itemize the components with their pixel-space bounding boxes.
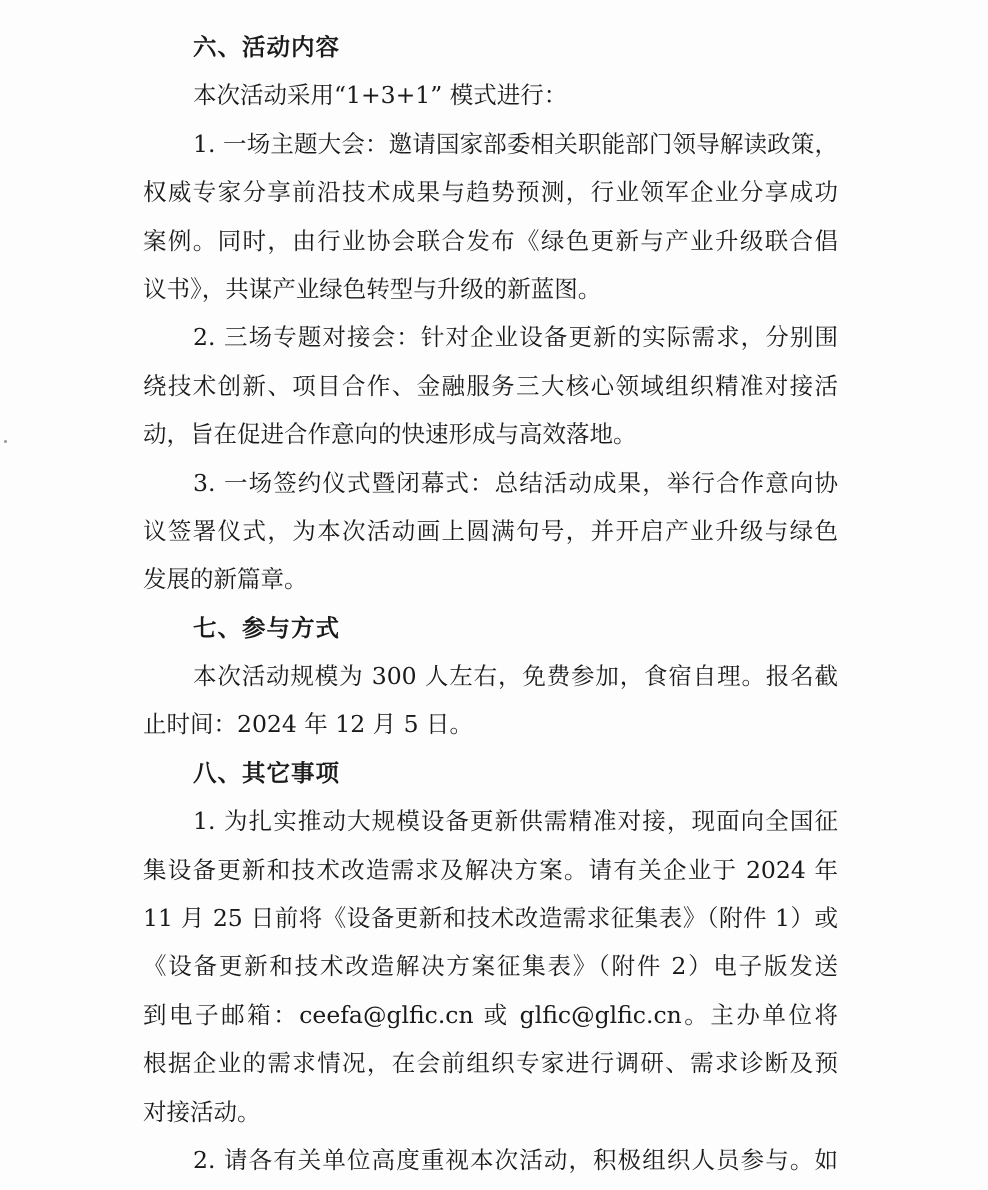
section-heading-other-matters: 八、其它事项 bbox=[193, 758, 340, 787]
paragraph-line: 3. 一场签约仪式暨闭幕式：总结活动成果，举行合作意向协 bbox=[193, 468, 838, 497]
section-heading-activity-content: 六、活动内容 bbox=[193, 33, 340, 61]
paragraph-line: 动，旨在促进合作意向的快速形成与高效落地。 bbox=[143, 420, 637, 449]
paragraph-line: 2. 请各有关单位高度重视本次活动，积极组织人员参与。如 bbox=[193, 1145, 838, 1174]
paragraph-line: 2. 三场专题对接会：针对企业设备更新的实际需求，分别围 bbox=[193, 323, 838, 352]
paragraph-line: 本次活动规模为 300 人左右，免费参加，食宿自理。报名截 bbox=[193, 662, 838, 691]
paragraph-line: 到电子邮箱：ceefa@glfic.cn 或 glfic@glfic.cn。主办单位将 bbox=[143, 1000, 838, 1029]
paragraph-line: 本次活动采用“1+3+1” 模式进行： bbox=[193, 81, 568, 110]
paragraph-line: 绕技术创新、项目合作、金融服务三大核心领域组织精准对接活 bbox=[143, 371, 838, 400]
section-heading-participation: 七、参与方式 bbox=[193, 613, 340, 642]
paragraph-line: 1. 为扎实推动大规模设备更新供需精准对接，现面向全国征 bbox=[193, 807, 838, 836]
scan-speck bbox=[4, 440, 7, 443]
paragraph-line: 案例。同时，由行业协会联合发布《绿色更新与产业升级联合倡 bbox=[143, 226, 838, 255]
paragraph-line: 11 月 25 日前将《设备更新和技术改造需求征集表》（附件 1）或 bbox=[143, 904, 838, 933]
paragraph-line: 1. 一场主题大会：邀请国家部委相关职能部门领导解读政策， bbox=[193, 129, 838, 158]
paragraph-line: 对接活动。 bbox=[143, 1097, 261, 1126]
paragraph-line: 止时间：2024 年 12 月 5 日。 bbox=[143, 710, 474, 739]
paragraph-line: 议签署仪式，为本次活动画上圆满句号，并开启产业升级与绿色 bbox=[143, 516, 838, 545]
paragraph-line: 根据企业的需求情况，在会前组织专家进行调研、需求诊断及预 bbox=[143, 1049, 838, 1078]
paragraph-line: 权威专家分享前沿技术成果与趋势预测，行业领军企业分享成功 bbox=[143, 178, 838, 207]
paragraph-line: 《设备更新和技术改造解决方案征集表》（附件 2）电子版发送 bbox=[143, 952, 838, 981]
paragraph-line: 集设备更新和技术改造需求及解决方案。请有关企业于 2024 年 bbox=[143, 855, 838, 884]
paragraph-line: 议书》，共谋产业绿色转型与升级的新蓝图。 bbox=[143, 274, 602, 303]
paragraph-line: 发展的新篇章。 bbox=[143, 565, 308, 594]
